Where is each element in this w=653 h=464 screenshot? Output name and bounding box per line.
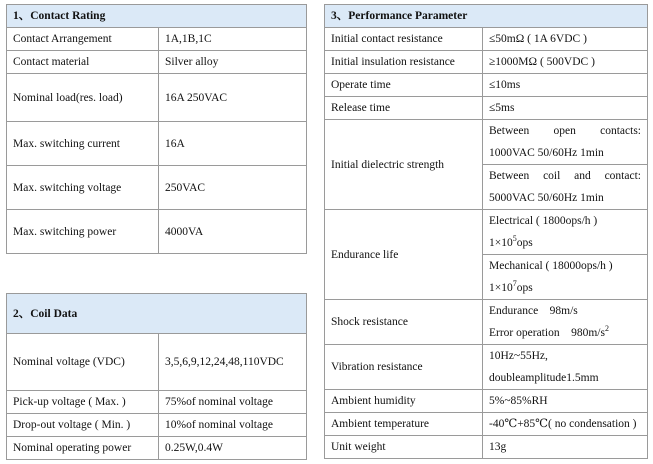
mechanical-ops-exp: 7 <box>512 279 517 289</box>
nominal-load-value: 16A 250VAC <box>159 74 307 122</box>
coil-data-header: 2、Coil Data <box>7 294 307 334</box>
dielectric-open-word3: contacts: <box>600 125 641 137</box>
dielectric-open-line1 <box>483 120 647 142</box>
dielectric-coil-line2: 5000VAC 50/60Hz 1min <box>489 192 604 204</box>
vibration-line2: doubleamplitude1.5mm <box>489 372 599 384</box>
max-switching-voltage-value: 250VAC <box>159 166 307 210</box>
endurance-life-value <box>483 210 648 300</box>
electrical-ops-unit: ops <box>516 237 533 249</box>
contact-rating-header: 1、Contact Rating <box>7 5 307 28</box>
nominal-voltage-label: Nominal voltage (VDC) <box>7 334 159 391</box>
dielectric-strength-label: Initial dielectric strength <box>325 120 483 210</box>
pickup-voltage-value: 75%of nominal voltage <box>159 391 307 414</box>
dielectric-coil-line1 <box>483 165 647 187</box>
ambient-temperature-label: Ambient temperature <box>325 413 483 436</box>
ambient-humidity-value: 5%~85%RH <box>483 390 648 413</box>
dielectric-coil-word2: coil <box>543 170 561 182</box>
release-time-label: Release time <box>325 97 483 120</box>
endurance-mechanical-ops <box>483 277 647 299</box>
release-time-value: ≤5ms <box>483 97 648 120</box>
shock-endurance-value: 98m/s <box>549 305 578 317</box>
endurance-electrical: Electrical ( 1800ops/h ) <box>489 215 598 227</box>
contact-material-label: Contact material <box>7 51 159 74</box>
contact-resistance-label: Initial contact resistance <box>325 28 483 51</box>
max-switching-voltage-label: Max. switching voltage <box>7 166 159 210</box>
mechanical-ops-unit: ops <box>516 282 533 294</box>
shock-resistance-value <box>483 300 648 345</box>
vibration-resistance-value <box>483 345 648 390</box>
endurance-life-label: Endurance life <box>325 210 483 300</box>
contact-rating-table <box>6 4 307 254</box>
shock-resistance-label: Shock resistance <box>325 300 483 345</box>
unit-weight-label: Unit weight <box>325 436 483 459</box>
performance-header: 3、Performance Parameter <box>325 5 648 28</box>
dielectric-coil-word3: and <box>574 170 591 182</box>
insulation-resistance-label: Initial insulation resistance <box>325 51 483 74</box>
dielectric-open-word1: Between <box>489 125 530 137</box>
vibration-resistance-label: Vibration resistance <box>325 345 483 390</box>
nominal-voltage-value: 3,5,6,9,12,24,48,110VDC <box>159 334 307 391</box>
dropout-voltage-label: Drop-out voltage ( Min. ) <box>7 414 159 437</box>
max-switching-current-value: 16A <box>159 122 307 166</box>
contact-resistance-value: ≤50mΩ ( 1A 6VDC ) <box>483 28 648 51</box>
dielectric-open-word2: open <box>553 125 576 137</box>
nominal-power-value: 0.25W,0.4W <box>159 437 307 460</box>
max-switching-power-value: 4000VA <box>159 210 307 254</box>
vibration-line1: 10Hz~55Hz, <box>489 350 548 362</box>
max-switching-current-label: Max. switching current <box>7 122 159 166</box>
insulation-resistance-value: ≥1000MΩ ( 500VDC ) <box>483 51 648 74</box>
nominal-load-label: Nominal load(res. load) <box>7 74 159 122</box>
performance-table <box>324 4 648 459</box>
max-switching-power-label: Max. switching power <box>7 210 159 254</box>
endurance-mechanical: Mechanical ( 18000ops/h ) <box>489 260 613 272</box>
electrical-ops-exp: 5 <box>512 234 517 244</box>
operate-time-label: Operate time <box>325 74 483 97</box>
dielectric-coil-word1: Between <box>489 170 530 182</box>
shock-endurance-label: Endurance <box>489 305 539 317</box>
pickup-voltage-label: Pick-up voltage ( Max. ) <box>7 391 159 414</box>
dielectric-coil-word4: contact: <box>604 170 641 182</box>
shock-endurance-line <box>483 300 647 322</box>
contact-arrangement-value: 1A,1B,1C <box>159 28 307 51</box>
unit-weight-value: 13g <box>483 436 648 459</box>
shock-error-label: Error operation <box>489 327 560 339</box>
coil-data-table <box>6 293 307 460</box>
dielectric-strength-value <box>483 120 648 210</box>
dielectric-open-line2: 1000VAC 50/60Hz 1min <box>489 147 604 159</box>
endurance-electrical-ops <box>483 232 647 254</box>
mechanical-ops-base: 1×10 <box>489 282 513 294</box>
ambient-humidity-label: Ambient humidity <box>325 390 483 413</box>
operate-time-value: ≤10ms <box>483 74 648 97</box>
contact-arrangement-label: Contact Arrangement <box>7 28 159 51</box>
shock-error-exp: 2 <box>604 324 609 334</box>
contact-material-value: Silver alloy <box>159 51 307 74</box>
shock-error-line <box>483 322 647 344</box>
nominal-power-label: Nominal operating power <box>7 437 159 460</box>
shock-error-value: 980m/s <box>571 327 605 339</box>
dropout-voltage-value: 10%of nominal voltage <box>159 414 307 437</box>
ambient-temperature-value: -40℃+85℃( no condensation ) <box>483 413 648 436</box>
electrical-ops-base: 1×10 <box>489 237 513 249</box>
